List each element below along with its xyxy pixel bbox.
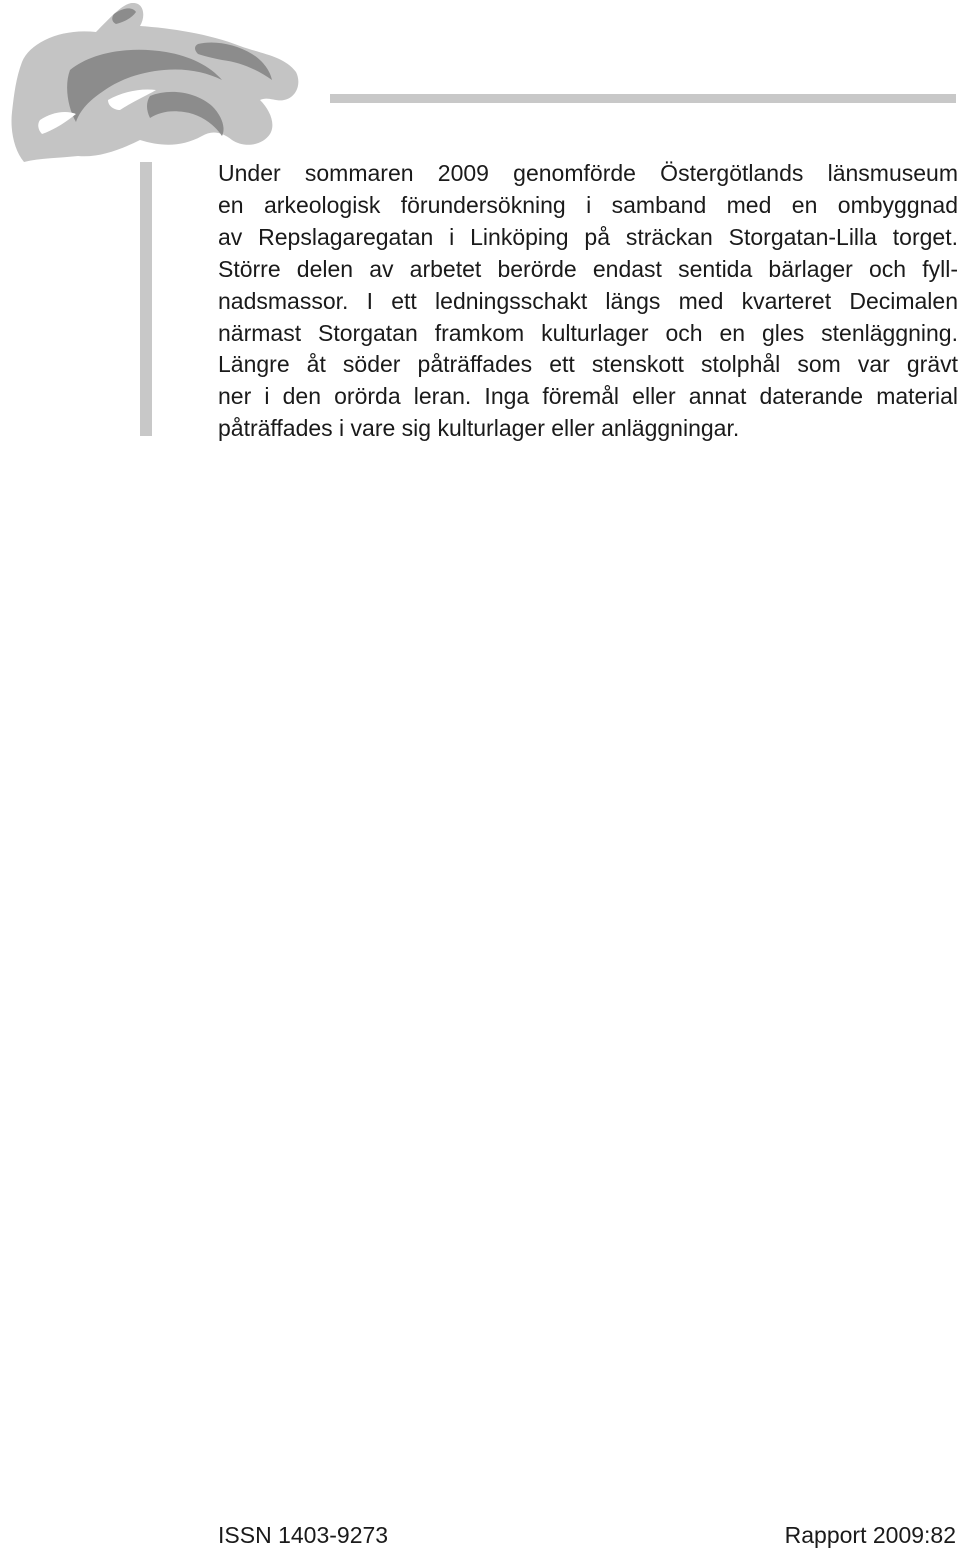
page-footer — [218, 1522, 956, 1552]
summary-line: nadsmassor. I ett ledningsschakt längs med kvarteret Decimalen — [218, 287, 958, 314]
summary-line: Större delen av arbetet berörde endast sentida bärlager och fyll- — [218, 255, 958, 282]
summary-line: Under sommaren 2009 genomförde Östergötlands länsmuseum — [218, 160, 958, 186]
museum-logo-icon — [0, 0, 310, 170]
report-number: Rapport 2009:82 — [784, 1522, 956, 1548]
summary-line: påträffades i vare sig kulturlager eller anläggningar. — [218, 415, 740, 442]
side-accent-bar — [140, 162, 152, 436]
summary-line: av Repslagaregatan i Linköping på sträckan Storgatan-Lilla torget. — [218, 223, 958, 250]
summary-line: en arkeologisk förundersökning i samband med en ombyggnad — [218, 191, 958, 218]
summary-line: Längre åt söder påträffades ett stenskott stolphål som var grävt — [218, 351, 958, 378]
summary-line: närmast Storgatan framkom kulturlager och en gles stenläggning. — [218, 319, 958, 346]
summary-line: ner i den orörda leran. Inga föremål eller annat daterande material — [218, 383, 958, 410]
report-summary — [218, 158, 958, 445]
header-rule — [330, 94, 956, 103]
issn-number: ISSN 1403-9273 — [218, 1522, 389, 1548]
